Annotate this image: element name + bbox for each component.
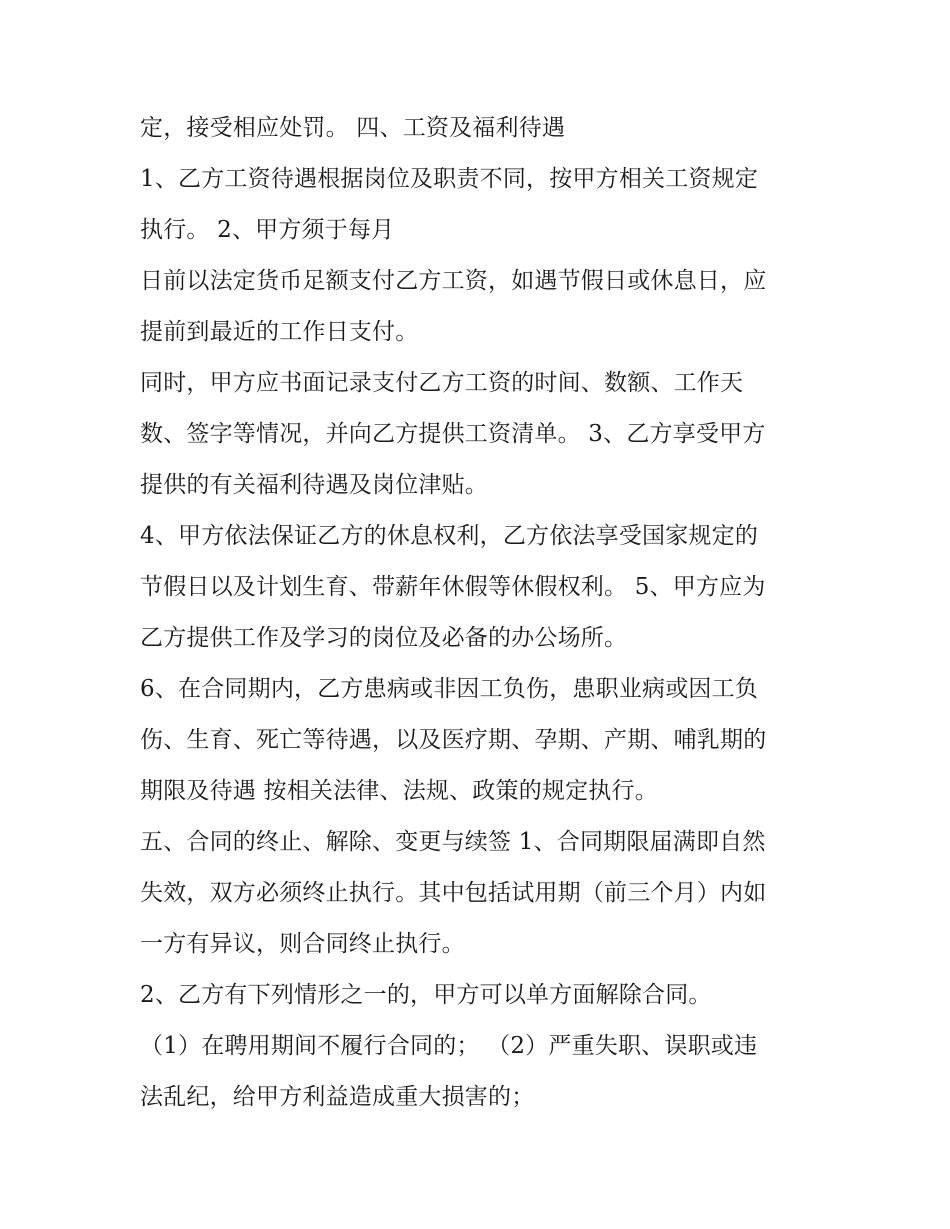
text-line-12: 6、在合同期内，乙方患病或非因工负伤，患职业病或因工负: [140, 676, 759, 702]
text-line-3: 执行。 2、甲方须于每月: [140, 217, 395, 243]
text-line-10: 节假日以及计划生育、带薪年休假等休假权利。 5、甲方应为: [140, 574, 766, 600]
text-line-9: 4、甲方依法保证乙方的休息权利，乙方依法享受国家规定的: [140, 523, 759, 549]
text-line-15: 五、合同的终止、解除、变更与续签 1、合同期限届满即自然: [140, 829, 766, 855]
text-line-17: 一方有异议，则合同终止执行。: [140, 931, 465, 957]
text-line-14: 期限及待遇 按相关法律、法规、政策的规定执行。: [140, 778, 658, 804]
text-line-6: 同时，甲方应书面记录支付乙方工资的时间、数额、工作天: [140, 370, 744, 396]
text-line-16: 失效，双方必须终止执行。其中包括试用期（前三个月）内如: [140, 880, 767, 906]
text-line-8: 提供的有关福利待遇及岗位津贴。: [140, 472, 488, 498]
text-line-19: （1）在聘用期间不履行合同的； （2）严重失职、误职或违: [140, 1033, 758, 1059]
text-line-13: 伤、生育、死亡等待遇，以及医疗期、孕期、产期、哺乳期的: [140, 727, 767, 753]
document-body: [140, 103, 820, 1123]
text-line-1: 定，接受相应处罚。 四、工资及福利待遇: [140, 115, 566, 141]
text-line-4: 日前以法定货币足额支付乙方工资，如遇节假日或休息日，应: [140, 268, 767, 294]
text-line-11: 乙方提供工作及学习的岗位及必备的办公场所。: [140, 625, 628, 651]
text-line-18: 2、乙方有下列情形之一的，甲方可以单方面解除合同。: [140, 982, 712, 1008]
text-line-5: 提前到最近的工作日支付。: [140, 319, 419, 345]
text-line-2: 1、乙方工资待遇根据岗位及职责不同，按甲方相关工资规定: [140, 166, 759, 192]
text-line-20: 法乱纪，给甲方利益造成重大损害的；: [140, 1084, 535, 1110]
text-line-7: 数、签字等情况，并向乙方提供工资清单。 3、乙方享受甲方: [140, 421, 766, 447]
